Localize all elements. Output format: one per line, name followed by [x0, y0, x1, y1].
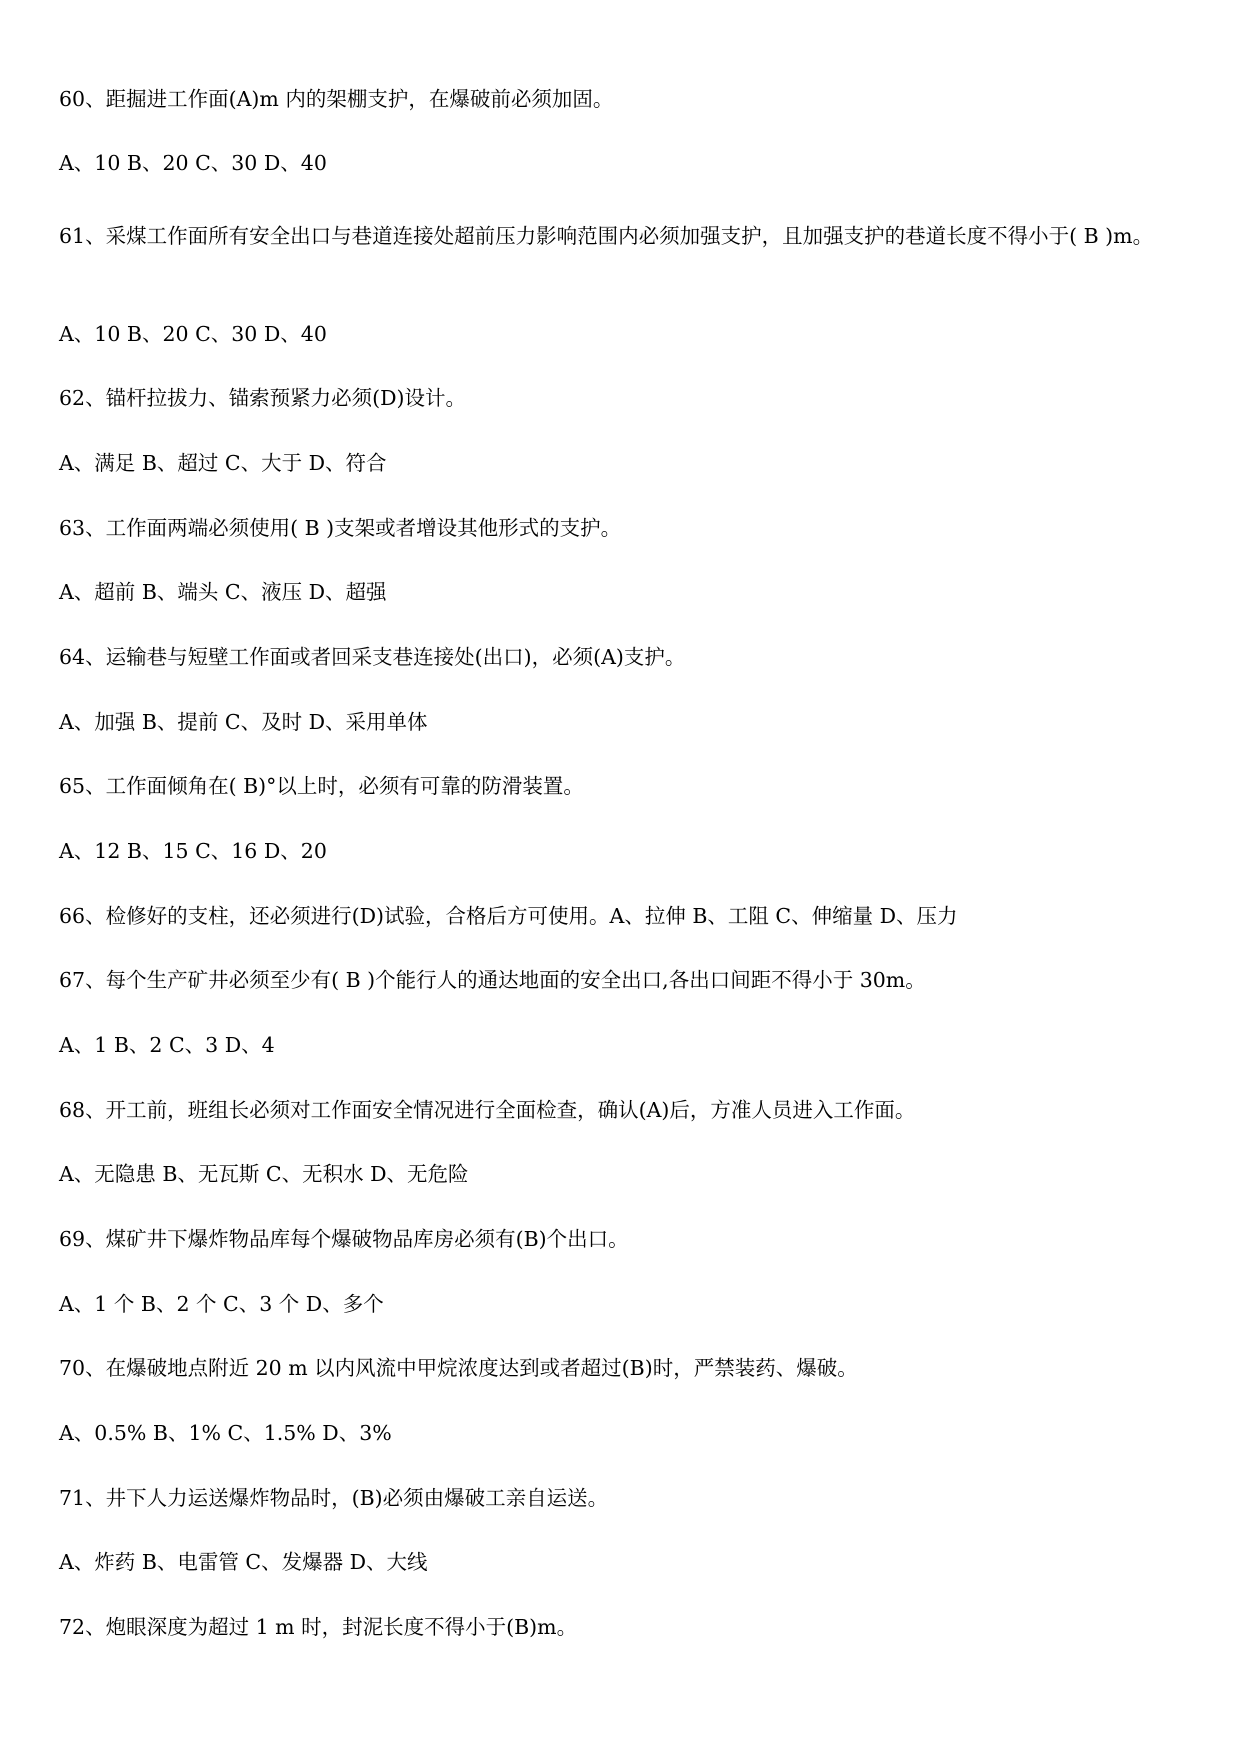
options-63: A、超前 B、端头 C、液压 D、超强 [59, 580, 387, 604]
question-71: 71、井下人力运送爆炸物品时，(B)必须由爆破工亲自运送。 [59, 1486, 609, 1510]
question-62: 62、锚杆拉拔力、锚索预紧力必须(D)设计。 [59, 386, 467, 410]
options-60: A、10 B、20 C、30 D、40 [59, 151, 327, 175]
question-67: 67、每个生产矿井必须至少有( B )个能行人的通达地面的安全出口,各出口间距不得小于 30m。 [59, 968, 926, 992]
options-64: A、加强 B、提前 C、及时 D、采用单体 [59, 710, 428, 734]
question-68: 68、开工前，班组长必须对工作面安全情况进行全面检查，确认(A)后，方准人员进入工作面。 [59, 1098, 916, 1122]
question-72: 72、炮眼深度为超过 1 m 时，封泥长度不得小于(B)m。 [59, 1615, 578, 1639]
options-67: A、1 B、2 C、3 D、4 [59, 1033, 275, 1057]
options-61: A、10 B、20 C、30 D、40 [59, 322, 327, 346]
question-70: 70、在爆破地点附近 20 m 以内风流中甲烷浓度达到或者超过(B)时，严禁装药、爆破。 [59, 1356, 858, 1380]
question-61: 61、采煤工作面所有安全出口与巷道连接处超前压力影响范围内必须加强支护，且加强支护的巷道长度不得小于( B )m。 [59, 224, 1154, 248]
options-68: A、无隐患 B、无瓦斯 C、无积水 D、无危险 [59, 1162, 469, 1186]
question-60: 60、距掘进工作面(A)m 内的架棚支护，在爆破前必须加固。 [59, 87, 614, 111]
options-62: A、满足 B、超过 C、大于 D、符合 [59, 451, 387, 475]
options-70: A、0.5% B、1% C、1.5% D、3% [59, 1421, 392, 1445]
options-69: A、1 个 B、2 个 C、3 个 D、多个 [59, 1292, 384, 1316]
options-71: A、炸药 B、电雷管 C、发爆器 D、大线 [59, 1550, 428, 1574]
question-65: 65、工作面倾角在( B)°以上时，必须有可靠的防滑装置。 [59, 774, 584, 798]
question-63: 63、工作面两端必须使用( B )支架或者增设其他形式的支护。 [59, 516, 622, 540]
question-66: 66、检修好的支柱，还必须进行(D)试验，合格后方可使用。A、拉伸 B、工阻 C、伸缩量 D、压力 [59, 904, 958, 928]
question-64: 64、运输巷与短壁工作面或者回采支巷连接处(出口)，必须(A)支护。 [59, 645, 686, 669]
question-69: 69、煤矿井下爆炸物品库每个爆破物品库房必须有(B)个出口。 [59, 1227, 629, 1251]
options-65: A、12 B、15 C、16 D、20 [59, 839, 327, 863]
